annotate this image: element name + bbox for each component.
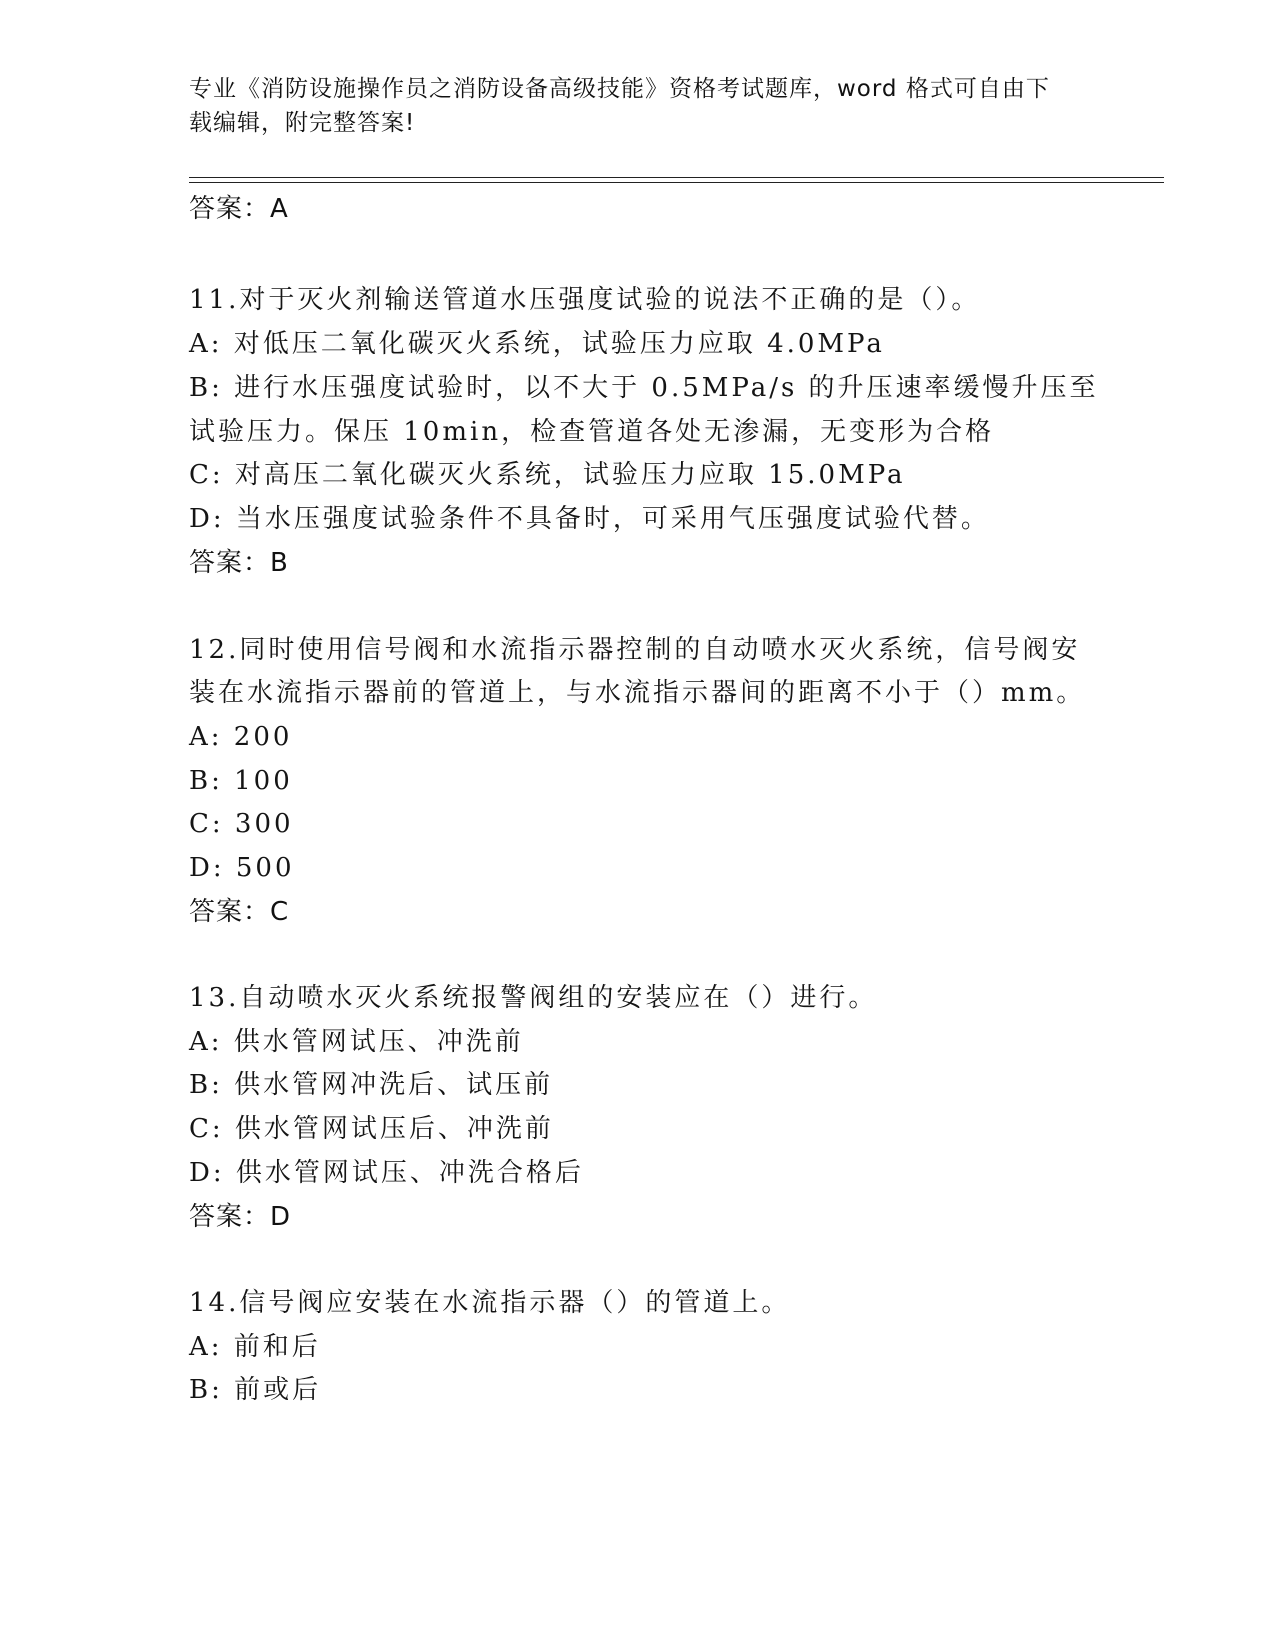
question-11-option-d: D: 当水压强度试验条件不具备时，可采用气压强度试验代替。 [189,504,990,534]
question-13-option-a: A: 供水管网试压、冲洗前 [189,1027,524,1057]
question-11-option-c: C: 对高压二氧化碳灭火系统，试验压力应取 15.0MPa [189,460,906,490]
answer-previous: 答案：A [189,194,289,224]
question-12-option-d: D: 500 [189,853,295,883]
document-header [189,72,1089,140]
question-13-stem: 13.自动喷水灭火系统报警阀组的安装应在（）进行。 [189,983,878,1013]
question-13-answer: 答案：D [189,1202,292,1232]
question-12-option-b: B: 100 [189,766,293,796]
question-11-answer: 答案：B [189,548,289,578]
question-14-option-a: A: 前和后 [189,1332,321,1362]
question-11-option-a: A: 对低压二氧化碳灭火系统，试验压力应取 4.0MPa [189,329,885,359]
question-12-stem-line-2: 装在水流指示器前的管道上，与水流指示器间的距离不小于（）mm。 [189,678,1086,708]
question-13-option-b: B: 供水管网冲洗后、试压前 [189,1070,554,1100]
question-11-option-b-cont: 试验压力。保压 10min，检查管道各处无渗漏，无变形为合格 [189,417,995,447]
header-divider [189,177,1164,183]
question-12-option-c: C: 300 [189,809,294,839]
question-11-stem: 11.对于灭火剂输送管道水压强度试验的说法不正确的是（）。 [189,285,981,315]
question-13-option-d: D: 供水管网试压、冲洗合格后 [189,1158,584,1188]
header-line-2: 载编辑，附完整答案! [189,110,416,136]
question-12-answer: 答案：C [189,897,290,927]
question-11-option-b: B: 进行水压强度试验时，以不大于 0.5MPa/s 的升压速率缓慢升压至 [189,373,1099,403]
question-13-option-c: C: 供水管网试压后、冲洗前 [189,1114,554,1144]
question-12-option-a: A: 200 [189,722,293,752]
question-12-stem-line-1: 12.同时使用信号阀和水流指示器控制的自动喷水灭火系统，信号阀安 [189,635,1081,665]
question-14-stem: 14.信号阀应安装在水流指示器（）的管道上。 [189,1288,791,1318]
question-14-option-b: B: 前或后 [189,1375,322,1405]
header-line-1: 专业《消防设施操作员之消防设备高级技能》资格考试题库，word 格式可自由下 [189,76,1050,102]
